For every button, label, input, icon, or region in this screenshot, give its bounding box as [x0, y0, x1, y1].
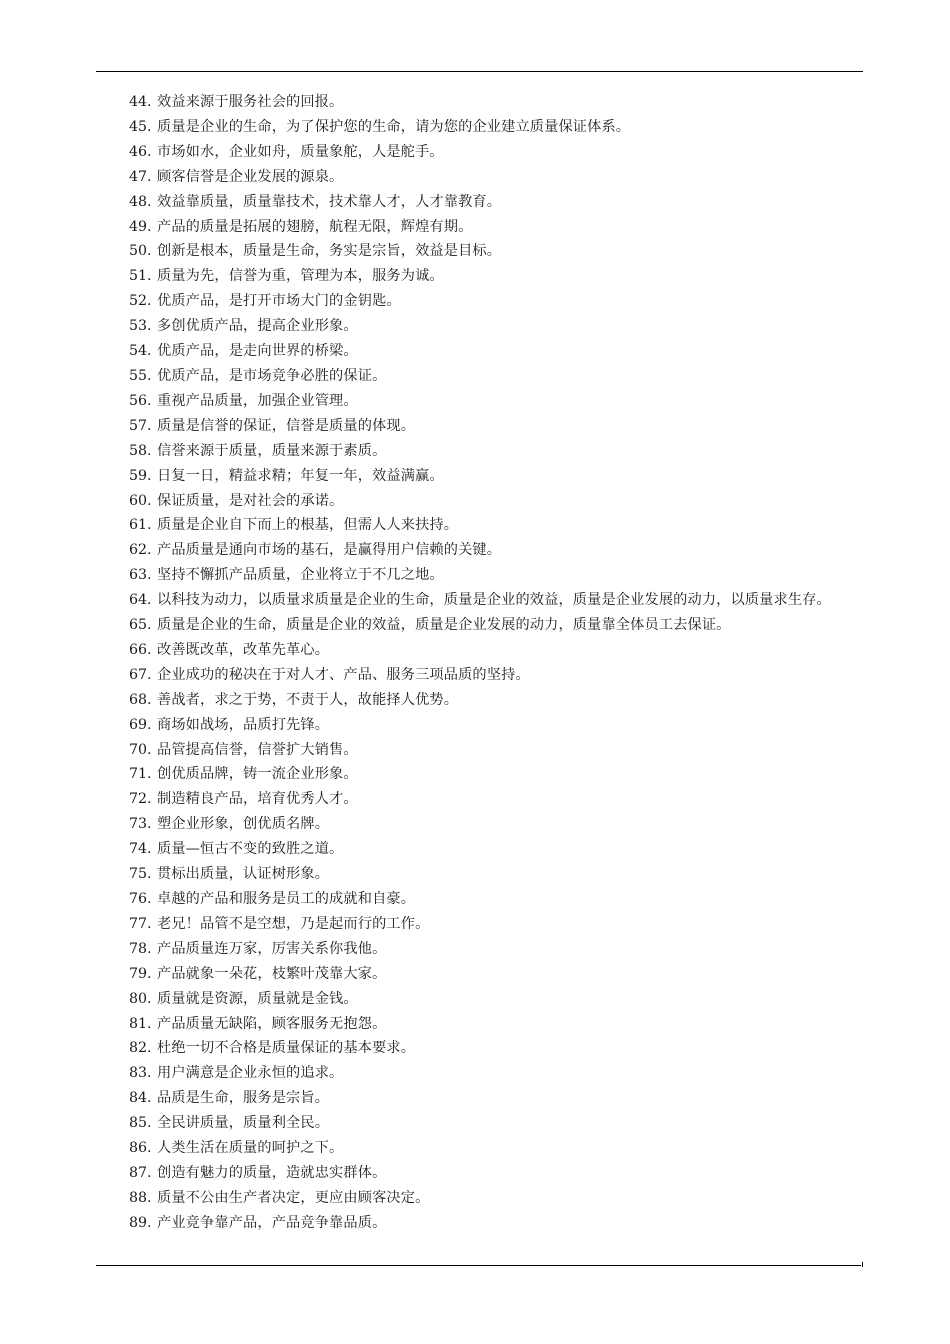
list-item — [129, 638, 863, 663]
item-number: 56. — [129, 392, 152, 409]
item-text: 产业竞争靠产品，产品竞争靠品质。 — [157, 1214, 387, 1231]
item-number: 78. — [129, 940, 152, 957]
item-text: 品质是生命，服务是宗旨。 — [157, 1090, 330, 1107]
item-number: 82. — [129, 1040, 152, 1057]
list-item — [129, 339, 863, 364]
item-number: 50. — [129, 243, 152, 260]
item-number: 52. — [129, 293, 152, 310]
item-text: 创优质品牌，铸一流企业形象。 — [157, 766, 358, 783]
list-item — [129, 588, 863, 613]
list-item — [129, 190, 863, 215]
list-item — [129, 787, 863, 812]
item-text: 老兄！品管不是空想，乃是起而行的工作。 — [157, 915, 430, 932]
item-text: 市场如水，企业如舟，质量象舵，人是舵手。 — [157, 143, 444, 160]
item-text: 保证质量，是对社会的承诺。 — [157, 492, 344, 509]
item-text: 质量不公由生产者决定，更应由顾客决定。 — [157, 1189, 430, 1206]
list-item — [129, 513, 863, 538]
item-text: 多创优质产品，提高企业形象。 — [157, 318, 358, 335]
item-number: 62. — [129, 542, 152, 559]
item-number: 65. — [129, 617, 152, 634]
item-text: 产品质量是通向市场的基石，是赢得用户信赖的关键。 — [157, 542, 502, 559]
list-item — [129, 738, 863, 763]
list-item — [129, 762, 863, 787]
list-item — [129, 1086, 863, 1111]
list-item — [129, 912, 863, 937]
item-number: 74. — [129, 841, 152, 858]
item-number: 57. — [129, 417, 152, 434]
item-text: 效益来源于服务社会的回报。 — [157, 94, 344, 110]
list-item — [129, 239, 863, 264]
list-item — [129, 1186, 863, 1211]
item-number: 76. — [129, 891, 152, 907]
list-item — [129, 688, 863, 713]
item-text: 坚持不懈抓产品质量，企业将立于不几之地。 — [157, 567, 444, 584]
list-item — [129, 1061, 863, 1086]
item-number: 55. — [129, 367, 152, 384]
list-item — [129, 90, 863, 115]
item-number: 81. — [129, 1015, 152, 1032]
item-number: 49. — [129, 218, 152, 235]
list-item — [129, 837, 863, 862]
list-item — [129, 439, 863, 464]
item-text: 优质产品，是走向世界的桥梁。 — [157, 343, 358, 360]
list-item — [129, 1036, 863, 1061]
item-text: 顾客信誉是企业发展的源泉。 — [157, 168, 344, 185]
item-number: 60. — [129, 492, 152, 509]
item-number: 79. — [129, 965, 152, 982]
item-text: 商场如战场，品质打先锋。 — [157, 716, 330, 733]
item-number: 77. — [129, 915, 152, 932]
item-number: 80. — [129, 990, 152, 1007]
list-item — [129, 538, 863, 563]
item-text: 卓越的产品和服务是员工的成就和自豪。 — [157, 891, 416, 907]
item-number: 72. — [129, 791, 152, 808]
list-item — [129, 215, 863, 240]
item-number: 47. — [129, 168, 152, 185]
item-number: 71. — [129, 766, 152, 783]
item-text: 优质产品，是打开市场大门的金钥匙。 — [157, 293, 401, 310]
item-text: 优质产品，是市场竞争必胜的保证。 — [157, 367, 387, 384]
item-number: 73. — [129, 816, 152, 833]
item-number: 86. — [129, 1140, 152, 1157]
list-item — [129, 613, 863, 638]
item-text: 杜绝一切不合格是质量保证的基本要求。 — [157, 1040, 416, 1057]
item-number: 45. — [129, 118, 152, 135]
item-text: 贯标出质量，认证树形象。 — [157, 866, 330, 883]
list-item — [129, 1211, 863, 1236]
item-number: 48. — [129, 193, 152, 210]
list-item — [129, 1161, 863, 1186]
list-item — [129, 464, 863, 489]
item-number: 66. — [129, 641, 152, 658]
list-item — [129, 1111, 863, 1136]
item-text: 产品就象一朵花，枝繁叶茂靠大家。 — [157, 965, 387, 982]
item-text: 用户满意是企业永恒的追求。 — [157, 1065, 344, 1082]
item-text: 改善既改革，改革先革心。 — [157, 641, 330, 658]
item-number: 44. — [129, 94, 152, 110]
item-number: 64. — [129, 592, 152, 609]
item-text: 效益靠质量，质量靠技术，技术靠人才，人才靠教育。 — [157, 193, 502, 210]
item-text: 信誉来源于质量，质量来源于素质。 — [157, 442, 387, 459]
item-number: 54. — [129, 343, 152, 360]
list-item — [129, 812, 863, 837]
list-item — [129, 165, 863, 190]
item-number: 89. — [129, 1214, 152, 1231]
list-item — [129, 887, 863, 912]
list-item — [129, 987, 863, 1012]
item-text: 重视产品质量，加强企业管理。 — [157, 392, 358, 409]
list-item — [129, 713, 863, 738]
item-text: 产品的质量是拓展的翅膀，航程无限，辉煌有期。 — [157, 218, 473, 235]
item-text: 企业成功的秘决在于对人才、产品、服务三项品质的坚持。 — [157, 666, 530, 683]
list-item — [129, 937, 863, 962]
item-text: 质量是信誉的保证，信誉是质量的体现。 — [157, 417, 416, 434]
item-number: 67. — [129, 666, 152, 683]
item-text: 以科技为动力，以质量求质量是企业的生命，质量是企业的效益，质量是企业发展的动力，以质量求生存。 — [157, 592, 831, 609]
list-item — [129, 364, 863, 389]
item-text: 塑企业形象，创优质名牌。 — [157, 816, 330, 833]
item-number: 70. — [129, 741, 152, 758]
item-text: 产品质量无缺陷，顾客服务无抱怨。 — [157, 1015, 387, 1032]
list-item — [129, 414, 863, 439]
item-text: 产品质量连万家，厉害关系你我他。 — [157, 940, 387, 957]
item-text: 质量是企业的生命，为了保护您的生命，请为您的企业建立质量保证体系。 — [157, 118, 631, 135]
item-number: 46. — [129, 143, 152, 160]
list-item — [129, 862, 863, 887]
item-text: 创新是根本，质量是生命，务实是宗旨，效益是目标。 — [157, 243, 502, 260]
item-number: 59. — [129, 467, 152, 484]
list-item — [129, 1136, 863, 1161]
list-item — [129, 1012, 863, 1037]
list-item — [129, 115, 863, 140]
item-text: 质量是企业自下而上的根基，但需人人来扶持。 — [157, 517, 459, 534]
list-item — [129, 489, 863, 514]
item-text: 人类生活在质量的呵护之下。 — [157, 1140, 344, 1157]
item-number: 84. — [129, 1090, 152, 1107]
item-text: 质量—恒古不变的致胜之道。 — [157, 841, 344, 858]
item-number: 53. — [129, 318, 152, 335]
item-number: 63. — [129, 567, 152, 584]
item-number: 88. — [129, 1189, 152, 1206]
item-number: 75. — [129, 866, 152, 883]
item-number: 68. — [129, 691, 152, 708]
item-text: 制造精良产品，培育优秀人才。 — [157, 791, 358, 808]
list-item — [129, 314, 863, 339]
item-number: 58. — [129, 442, 152, 459]
item-text: 日复一日，精益求精；年复一年，效益满赢。 — [157, 467, 444, 484]
item-number: 61. — [129, 517, 152, 534]
list-item — [129, 962, 863, 987]
item-text: 质量为先，信誉为重，管理为本，服务为诚。 — [157, 268, 444, 285]
item-number: 85. — [129, 1115, 152, 1132]
item-text: 品管提高信誉，信誉扩大销售。 — [157, 741, 358, 758]
item-number: 69. — [129, 716, 152, 733]
list-item — [129, 663, 863, 688]
item-number: 51. — [129, 268, 152, 285]
item-number: 83. — [129, 1065, 152, 1082]
list-item — [129, 389, 863, 414]
header-rule — [96, 71, 863, 72]
list-item — [129, 264, 863, 289]
slogan-list — [129, 90, 863, 1236]
list-item — [129, 563, 863, 588]
list-item — [129, 289, 863, 314]
item-text: 创造有魅力的质量，造就忠实群体。 — [157, 1164, 387, 1181]
item-text: 全民讲质量，质量利全民。 — [157, 1115, 330, 1132]
item-text: 质量就是资源，质量就是金钱。 — [157, 990, 358, 1007]
item-text: 善战者，求之于势，不责于人，故能择人优势。 — [157, 691, 459, 708]
item-number: 87. — [129, 1164, 152, 1181]
list-item — [129, 140, 863, 165]
footer-rule-mark — [862, 1262, 863, 1267]
item-text: 质量是企业的生命，质量是企业的效益，质量是企业发展的动力，质量靠全体员工去保证。 — [157, 617, 731, 634]
footer-rule — [96, 1265, 861, 1266]
